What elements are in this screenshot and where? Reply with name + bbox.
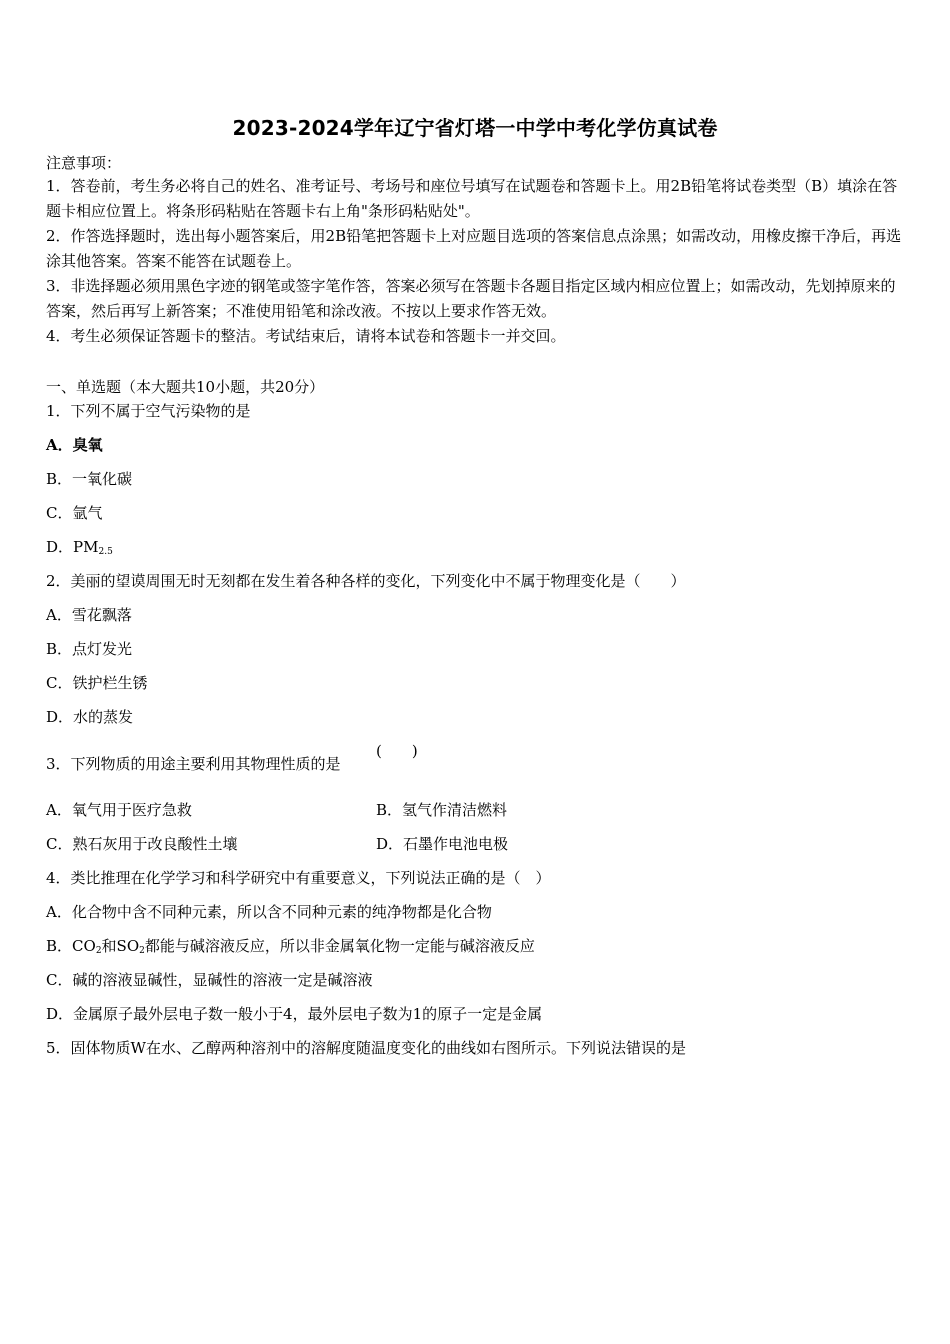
q4-option-b-part3: 都能与碱溶液反应，所以非金属氧化物一定能与碱溶液反应 [144,937,535,955]
q3-option-d: D．石墨作电池电极 [376,835,509,853]
q2-option-a: A．雪花飘落 [46,606,132,624]
q4-option-b-part2: 和SO [101,937,140,955]
q1-option-a: A．臭氧 [46,436,103,454]
q4-option-b-part1: B．CO [46,937,96,955]
q4-stem: 4．类比推理在化学学习和科学研究中有重要意义，下列说法正确的是（ ） [46,869,551,887]
q2-option-b: B．点灯发光 [46,640,133,658]
q4-option-a: A．化合物中含不同种元素，所以含不同种元素的纯净物都是化合物 [46,903,492,921]
q5-stem: 5．固体物质W在水、乙醇两种溶剂中的溶解度随温度变化的曲线如右图所示。下列说法错误的是 [46,1039,686,1057]
q1-option-d [46,537,113,562]
q1-option-d-text: D．PM [46,538,99,556]
q3-option-c: C．熟石灰用于改良酸性土壤 [46,835,238,853]
q2-option-d: D．水的蒸发 [46,708,134,726]
q4-option-b-sub1: 2 [95,946,102,956]
q3-option-b: B．氢气作清洁燃料 [376,801,508,819]
exam-title: 2023-2024学年辽宁省灯塔一中学中考化学仿真试卷 [232,116,718,140]
notice-item-4: 4．考生必须保证答题卡的整洁。考试结束后，请将本试卷和答题卡一并交回。 [46,327,566,345]
q1-option-d-sub: 2.5 [98,547,113,557]
q4-option-c: C．碱的溶液显碱性，显碱性的溶液一定是碱溶液 [46,971,373,989]
section-heading: 一、单选题（本大题共10小题，共20分） [46,378,325,396]
q1-option-b: B．一氧化碳 [46,470,133,488]
notice-heading: 注意事项： [46,154,122,172]
notice-item-2: 2．作答选择题时，选出每小题答案后，用2B铅笔把答题卡上对应题目选项的答案信息点涂黑；如需改动，用橡皮擦干净后，再选涂其他答案。答案不能答在试题卷上。 [46,227,902,270]
q3-option-a: A．氧气用于医疗急救 [46,801,192,819]
q1-stem: 1．下列不属于空气污染物的是 [46,402,251,420]
notice-item-3: 3．非选择题必须用黑色字迹的钢笔或签字笔作答，答案必须写在答题卡各题目指定区域内相应位置上；如需改动，先划掉原来的答案，然后再写上新答案；不准使用铅笔和涂改液。不按以上要求作答无效。 [46,277,896,320]
q3-answer-parentheses: ( ) [376,742,418,760]
q4-option-b-sub2: 2 [139,946,145,956]
q1-option-c: C．氩气 [46,504,103,522]
q4-option-b [46,936,535,961]
q2-option-c: C．铁护栏生锈 [46,674,148,692]
q4-option-d: D．金属原子最外层电子数一般小于4，最外层电子数为1的原子一定是金属 [46,1005,543,1023]
q2-stem: 2．美丽的望谟周围无时无刻都在发生着各种各样的变化，下列变化中不属于物理变化是（ ） [46,572,686,590]
notice-item-1: 1．答卷前，考生务必将自己的姓名、准考证号、考场号和座位号填写在试题卷和答题卡上。用2B铅笔将试卷类型（B）填涂在答题卡相应位置上。将条形码粘贴在答题卡右上角"条形码粘贴处"。 [46,177,898,220]
q3-stem: 3．下列物质的用途主要利用其物理性质的是 [46,755,341,773]
